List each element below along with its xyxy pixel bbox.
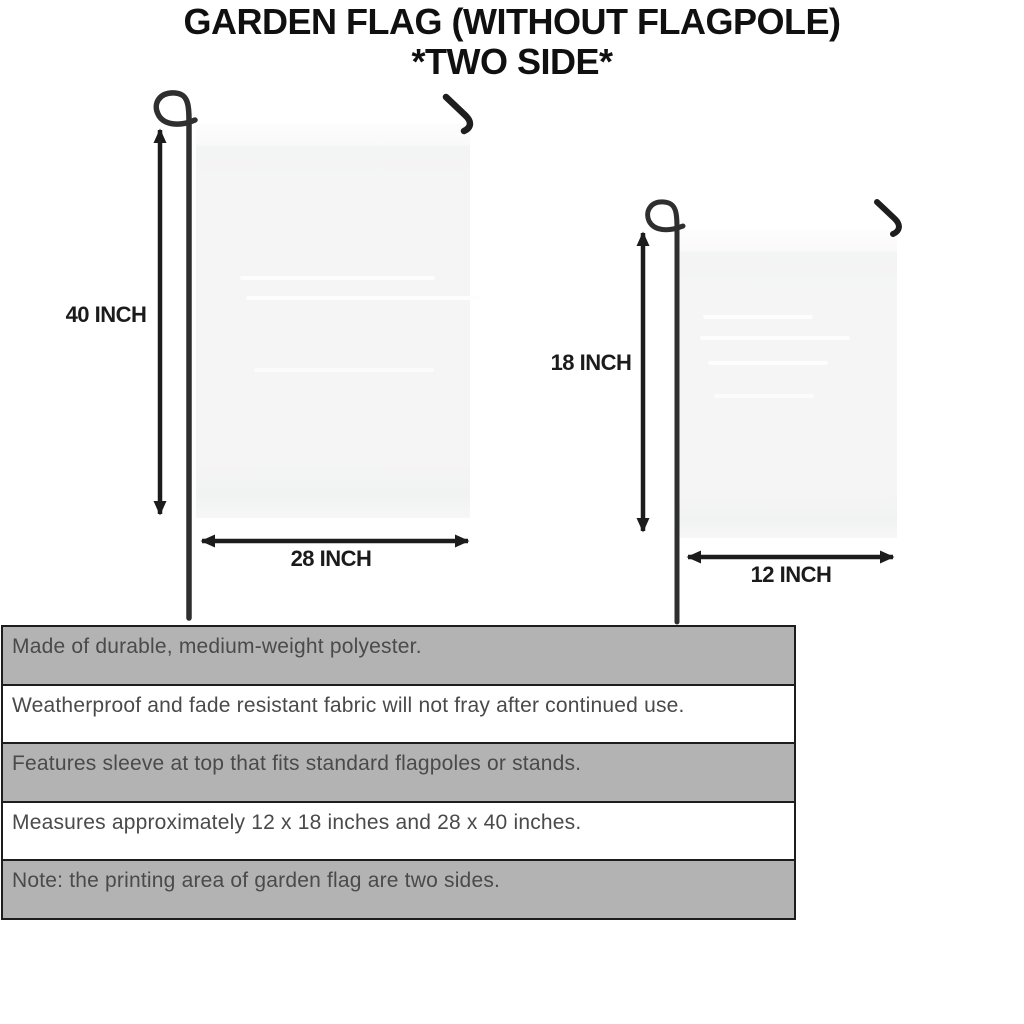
- page-title: [0, 2, 1024, 82]
- large-flag-height-label: 40 INCH: [65, 302, 147, 327]
- large-flag-width-label: 28 INCH: [290, 546, 372, 571]
- flag-print-ghost-marks: [246, 296, 481, 300]
- small-flag-height-label: 18 INCH: [550, 350, 632, 375]
- feature-row: Measures approximately 12 x 18 inches and 28 x 40 inches.: [3, 803, 794, 862]
- flag-print-ghost-marks: [254, 368, 434, 372]
- large-flag-panel: [196, 124, 470, 518]
- flag-print-ghost-marks: [714, 394, 814, 398]
- feature-row: Note: the printing area of garden flag are two sides.: [3, 861, 794, 918]
- flag-print-ghost-marks: [240, 276, 435, 280]
- small-flag-panel: [678, 230, 897, 538]
- title-line-2: *TWO SIDE*: [411, 41, 613, 82]
- small-flag-width-label: 12 INCH: [750, 562, 832, 587]
- feature-row: Made of durable, medium-weight polyester.: [3, 627, 794, 686]
- title-line-1: GARDEN FLAG (WITHOUT FLAGPOLE): [183, 1, 841, 42]
- flag-print-ghost-marks: [700, 336, 850, 340]
- large-flagpole-icon: [156, 93, 195, 618]
- features-table: [1, 625, 796, 920]
- flag-print-ghost-marks: [708, 361, 828, 365]
- flag-print-ghost-marks: [703, 315, 813, 319]
- feature-row: Weatherproof and fade resistant fabric will not fray after continued use.: [3, 686, 794, 745]
- feature-row: Features sleeve at top that fits standard flagpoles or stands.: [3, 744, 794, 803]
